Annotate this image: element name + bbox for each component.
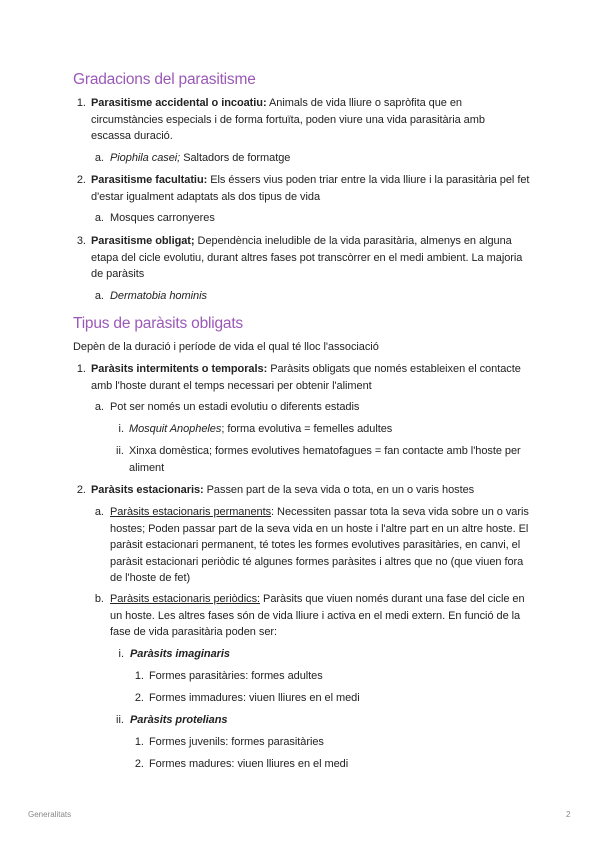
sublist-letter: a. [94, 212, 104, 224]
underlined-term: Paràsits estacionaris periòdics: [110, 593, 261, 605]
species-name: Mosquit Anopheles [129, 423, 222, 435]
list-item [91, 361, 533, 394]
sublist-letter: a. [94, 152, 104, 164]
description: Paràsits obligats que només estableixen el contacte amb l'hoste durant el temps necessari per obtenir l'aliment [91, 363, 521, 392]
category-label: Paràsits imaginaris [130, 648, 230, 660]
page-number: 2 [566, 810, 571, 819]
description: Paràsits que viuen només durant una fase del cicle en un hoste. Les altres fases són de vida lliure i activa en el medi extern. En funció de la fase de vida parasitària poden ser: [110, 593, 525, 638]
sublist-item: Pot ser només un estadi evolutiu o diferents estadis [110, 401, 360, 413]
list-number: 2. [76, 484, 86, 496]
term: Paràsits estacionaris: [91, 484, 204, 496]
sublist-item [110, 504, 530, 587]
nested-item: Formes immadures: viuen lliures en el medi [149, 692, 360, 704]
sublist-item [130, 646, 510, 663]
description: Passen part de la seva vida o tota, en un o varis hostes [203, 484, 475, 496]
sublist-item [110, 591, 530, 641]
description: ; forma evolutiva = femelles adultes [221, 423, 393, 435]
species-name: Piophila casei; [110, 152, 181, 164]
nested-number: 1. [134, 736, 144, 748]
sublist-item: Mosques carronyeres [110, 212, 215, 224]
list-item [91, 233, 533, 283]
term: Parasitisme facultatiu: [91, 174, 208, 186]
sublist-item: Xinxa domèstica; formes evolutives hematofagues = fan contacte amb l'hoste per aliment [129, 445, 521, 474]
list-number: 2. [76, 174, 86, 186]
term: Parasitisme obligat; [91, 235, 195, 247]
category-label: Paràsits protelians [130, 714, 228, 726]
sublist-item [110, 150, 510, 167]
term: Parasitisme accidental o incoatiu: [91, 97, 267, 109]
footer-label: Generalitats [28, 810, 72, 819]
sublist-item [130, 712, 510, 729]
list-number: 1. [76, 363, 86, 375]
underlined-term: Paràsits estacionaris permanents [110, 506, 272, 518]
section-title-gradacions: Gradacions del parasitisme [73, 71, 256, 88]
section-intro: Depèn de la duració i període de vida el qual té lloc l'associació [73, 341, 379, 353]
list-number: 1. [76, 97, 86, 109]
description: : Necessiten passar tota la seva vida sobre un o varis hostes; Poden passar part de la seva vida en un hoste i l'altre part en un altre hoste. El paràsit estacionari permanent, té totes les formes evolutives parasitàries, en canvi, el paràsit estacionari periòdic té algunes formes paràsites i altres que no (que viuen fora de l'hoste de fet) [110, 506, 529, 584]
list-item [91, 172, 533, 205]
section-title-tipus: Tipus de paràsits obligats [73, 315, 243, 332]
description: Animals de vida lliure o sapròfita que en circumstàncies especials i de forma fortuïta, poden viure una vida parasitària amb escassa duració. [91, 97, 485, 142]
roman-numeral: ii. [116, 714, 124, 726]
nested-number: 1. [134, 670, 144, 682]
description: Dependència ineludible de la vida parasitària, almenys en alguna etapa del cicle evolutiu, durant altres fases pot transcòrrer en el medi ambient. La majoria de paràsits [91, 235, 523, 280]
roman-numeral: i. [118, 423, 124, 435]
sublist-item [110, 288, 510, 305]
roman-numeral: i. [118, 648, 124, 660]
description: Els éssers vius poden triar entre la vida lliure i la parasitària pel fet d'estar igualment adaptats als dos tipus de vida [91, 174, 530, 203]
term: Paràsits intermitents o temporals: [91, 363, 268, 375]
nested-item: Formes parasitàries: formes adultes [149, 670, 323, 682]
nested-item: Formes madures: viuen lliures en el medi [149, 758, 349, 770]
sublist-letter: a. [94, 506, 104, 518]
species-name: Dermatobia hominis [110, 290, 207, 302]
sublist-letter: b. [94, 593, 104, 605]
sublist-letter: a. [94, 401, 104, 413]
roman-numeral: ii. [116, 445, 124, 457]
nested-number: 2. [134, 692, 144, 704]
nested-item: Formes juvenils: formes parasitàries [149, 736, 324, 748]
sublist-letter: a. [94, 290, 104, 302]
list-number: 3. [76, 235, 86, 247]
list-item [91, 482, 533, 499]
sublist-item [129, 421, 529, 438]
list-item [91, 95, 511, 145]
nested-number: 2. [134, 758, 144, 770]
description: Saltadors de formatge [180, 152, 291, 164]
